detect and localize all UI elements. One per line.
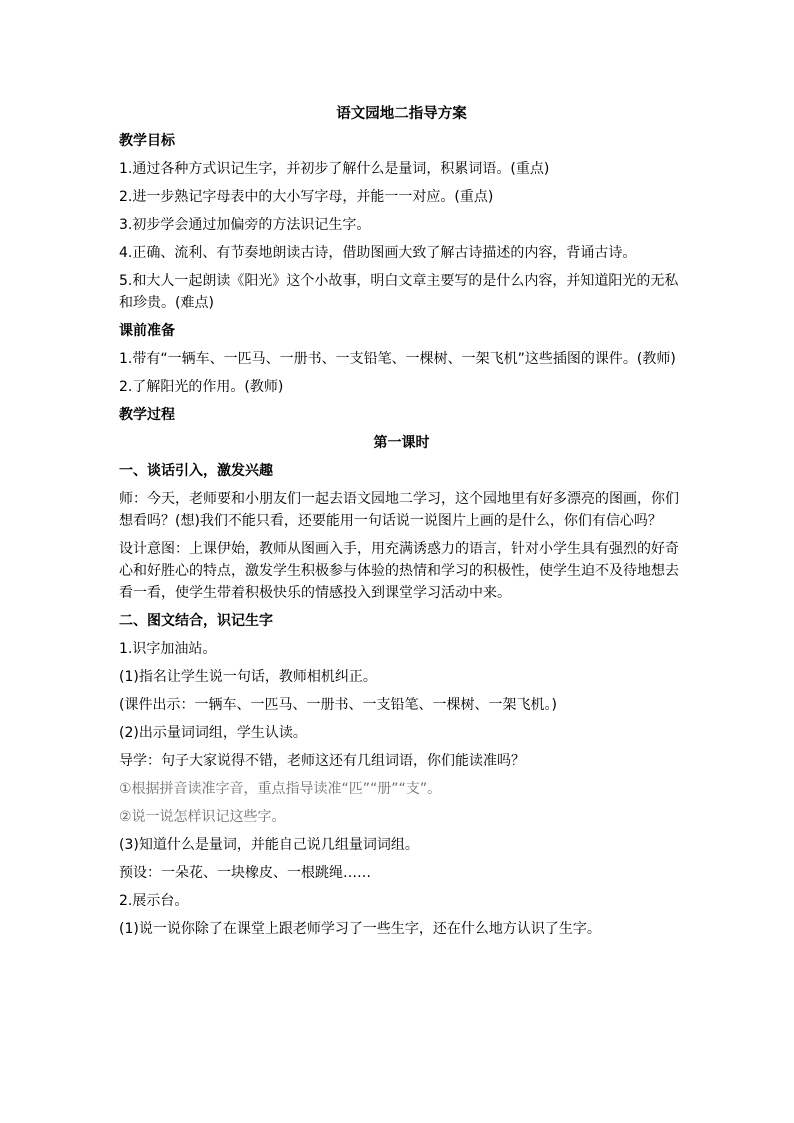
goal-item: 5.和大人一起朗读《阳光》这个小故事，明白文章主要写的是什么内容，并知道阳光的无私和珍贵。(难点) — [119, 273, 679, 311]
list-item: (1)说一说你除了在课堂上跟老师学习了一些生字，还在什么地方认识了生字。 — [119, 921, 601, 937]
list-item: 预设：一朵花、一块橡皮、一根跳绳…… — [119, 865, 371, 881]
lesson-title: 第一课时 — [373, 435, 430, 451]
goal-item: 3.初步学会通过加偏旁的方法识记生字。 — [119, 217, 371, 233]
prep-item: 2.了解阳光的作用。(教师) — [119, 379, 284, 395]
process-heading: 教学过程 — [119, 407, 175, 423]
teacher-dialogue: 师：今天，老师要和小朋友们一起去语文园地二学习，这个园地里有好多漂亮的图画，你们想看吗？(想)我们不能只看，还要能用一句话说一说图片上画的是什么，你们有信心吗？ — [119, 491, 679, 529]
goal-item: 2.进一步熟记字母表中的大小写字母，并能一一对应。(重点) — [119, 189, 494, 205]
list-item: 导学：句子大家说得不错，老师这还有几组词语，你们能读准吗？ — [119, 753, 525, 769]
section1-heading: 一、谈话引入，激发兴趣 — [119, 463, 273, 479]
goal-item: 1.通过各种方式识记生字，并初步了解什么是量词，积累词语。(重点) — [119, 161, 550, 177]
list-item: (3)知道什么是量词，并能自己说几组量词词组。 — [119, 837, 419, 853]
goal-item: 4.正确、流利、有节奏地朗读古诗，借助图画大致了解古诗描述的内容，背诵古诗。 — [119, 245, 637, 261]
list-item: ②说一说怎样识记这些字。 — [119, 809, 286, 825]
prep-heading: 课前准备 — [119, 323, 175, 339]
section2-heading: 二、图文结合，识记生字 — [119, 613, 273, 629]
list-item: (课件出示：一辆车、一匹马、一册书、一支铅笔、一棵树、一架飞机。) — [119, 697, 557, 713]
list-item: ①根据拼音读准字音，重点指导读准“匹”“册”“支”。 — [119, 781, 442, 797]
document-title: 语文园地二指导方案 — [336, 106, 467, 122]
prep-item: 1.带有“一辆车、一匹马、一册书、一支铅笔、一棵树、一架飞机”这些插图的课件。(教师) — [119, 351, 676, 367]
goals-heading: 教学目标 — [119, 133, 175, 149]
list-item: (1)指名让学生说一句话，教师相机纠正。 — [119, 669, 377, 685]
document-body — [119, 102, 684, 946]
list-item: 1.识字加油站。 — [119, 641, 217, 657]
design-intent: 设计意图：上课伊始，教师从图画入手，用充满诱惑力的语言，针对小学生具有强烈的好奇心和好胜心的特点，激发学生积极参与体验的热情和学习的积极性，使学生迫不及待地想去看一看，使学生带着积极快乐的情感投入到课堂学习活动中来。 — [119, 541, 679, 601]
list-item: (2)出示量词词组，学生认读。 — [119, 725, 307, 741]
list-item: 2.展示台。 — [119, 893, 189, 909]
